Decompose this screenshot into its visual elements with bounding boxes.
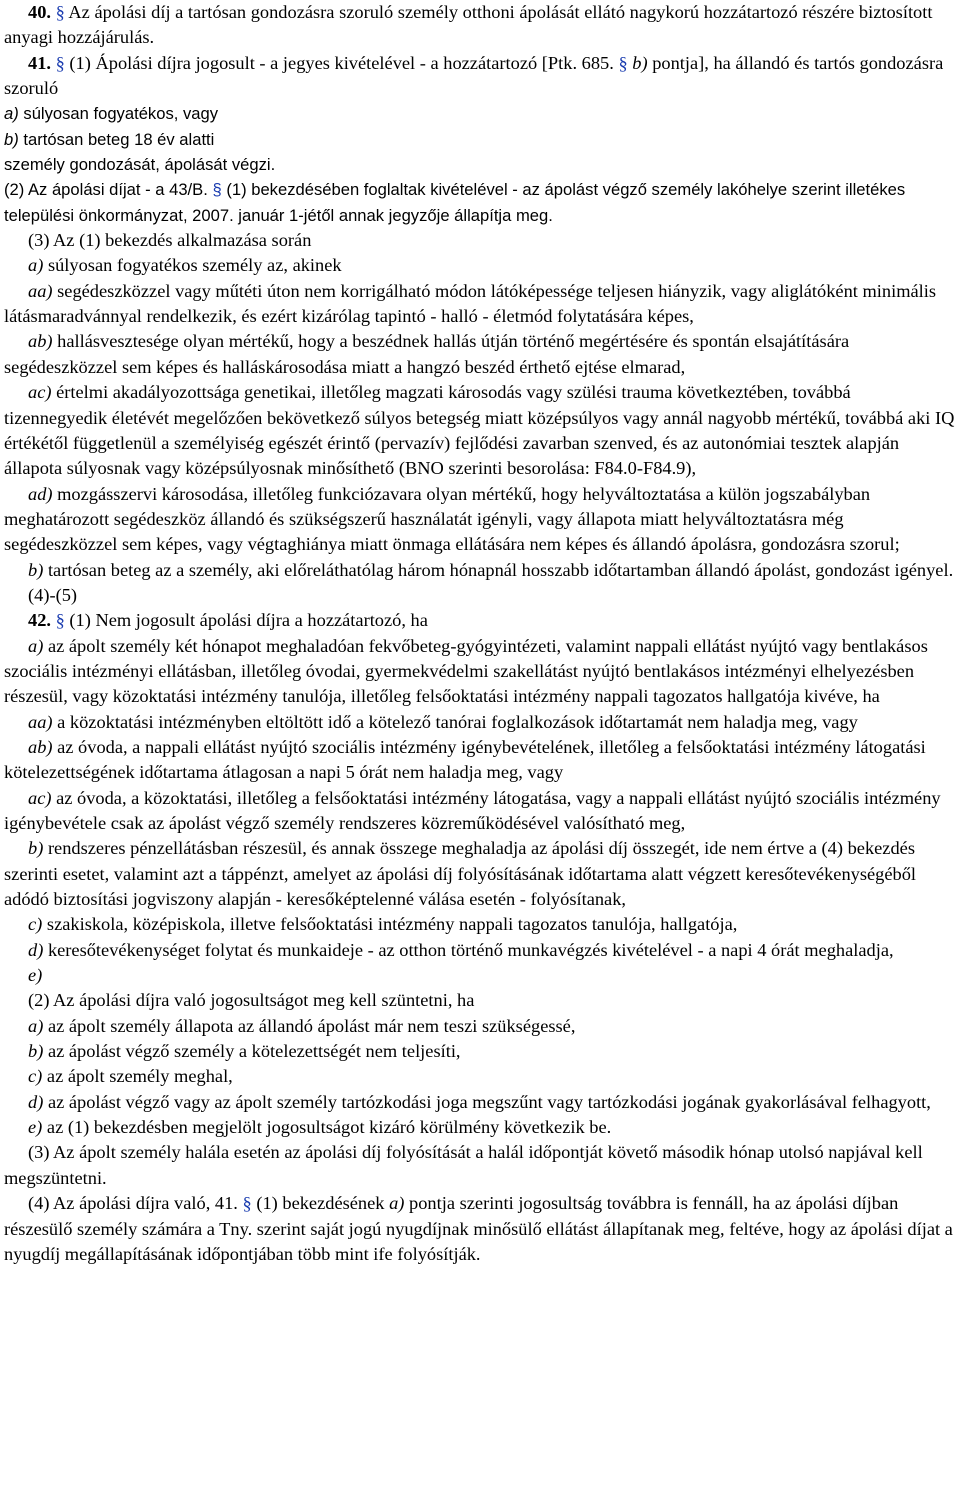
point-a	[4, 1014, 956, 1039]
point-label: c)	[28, 1066, 43, 1087]
section-40	[4, 0, 956, 51]
point-b	[4, 127, 956, 152]
point-text: a közoktatási intézményben eltöltött idő a kötelező tanórai foglalkozások időtartamát nem haladja meg, vagy	[57, 711, 858, 732]
point-a	[4, 253, 956, 278]
section-sign: §	[618, 52, 628, 73]
point-text: az ápolt személy két hónapot meghaladóan fekvőbeteg-gyógyintézeti, valamint nappali ellátást nyújtó vagy bentlakásos szociális intézményi ellátásban, illetőleg óvodai, gyermekvédelmi szakellátást nyújtó bentlakásos intézményi elhelyezésben részesül, vagy közoktatási intézmény tanulója, illetőleg felsőoktatási intézmény nappali tagozatos hallgatója kivéve, ha	[4, 635, 928, 707]
point-b	[4, 1039, 956, 1064]
point-label: ac)	[28, 382, 52, 403]
point-text: súlyosan fogyatékos, vagy	[23, 104, 219, 124]
point-label: d)	[28, 939, 44, 960]
point-text: súlyosan fogyatékos személy az, akinek	[47, 255, 342, 276]
para-text: pontja szerinti jogosultság továbbra is fennáll, ha az ápolási díjban részesülő személy számára a Tny. szerint saját jogú nyugdíjnak minősülő ellátást állapítanak meg, feltéve, hogy az ápolási díjat a nyugdíj megállapításának időpontjában több mint ife folyósítják.	[4, 1193, 953, 1264]
section-number: 42.	[28, 610, 51, 631]
point-text: tartósan beteg az a személy, aki előreláthatólag három hónapnál hosszabb időtartamban állandó ápolást, gondozást igényel.	[47, 559, 954, 580]
para-text: (1) bekezdésében foglaltak kivételével - az ápolást végző személy lakóhelye szerint illetékes települési önkormányzat, 2007. január 1-jétől annak jegyzője állapítja meg.	[4, 180, 906, 225]
point-label: e)	[28, 965, 43, 986]
point-aa	[4, 710, 956, 735]
point-d	[4, 938, 956, 963]
section-42-para-3: (3) Az ápolt személy halála esetén az ápolási díj folyósítását a halál időpontját követő második hónap utolsó napjával kell megszüntetni.	[4, 1142, 923, 1188]
section-sign: §	[55, 610, 65, 631]
section-sign: §	[242, 1193, 252, 1214]
point-text: hallásvesztesége olyan mértékű, hogy a beszédnek hallás útján történő megértésére és spontán elsajátítására segédeszközzel sem képes és halláskárosodása miatt a hangzó beszéd érthető ejtése elmarad,	[4, 331, 850, 377]
section-sign: §	[55, 52, 65, 73]
section-42-para-1	[4, 608, 956, 633]
section-41-para-4-5: (4)-(5)	[28, 584, 78, 605]
point-text: szakiskola, középiskola, illetve felsőoktatási intézmény nappali tagozatos tanulója, hallgatója,	[46, 914, 738, 935]
section-41-para-2	[4, 177, 956, 228]
point-label: a)	[389, 1193, 405, 1214]
point-label: ab)	[28, 331, 53, 352]
point-label: ac)	[28, 787, 52, 808]
point-ab	[4, 329, 956, 380]
section-42-para-2: (2) Az ápolási díjra való jogosultságot meg kell szüntetni, ha	[28, 990, 475, 1011]
point-text: tartósan beteg 18 év alatti	[23, 129, 215, 149]
para-tail: személy gondozását, ápolását végzi.	[4, 155, 276, 175]
point-text: keresőtevékenységet folytat és munkaideje - az otthon történő munkavégzés kivételével - a napi 4 órát meghaladja,	[47, 939, 894, 960]
point-label: a)	[28, 1015, 44, 1036]
para-text: (2) Az ápolási díjat - a 43/B.	[4, 180, 208, 200]
point-text: az óvoda, a közoktatási, illetőleg a felsőoktatási intézmény látogatása, vagy a nappali ellátást nyújtó szociális intézmény igénybevétele csak az ápolást végző személy rendszeres közreműködésével valósítható meg,	[4, 787, 941, 833]
point-label: a)	[28, 255, 44, 276]
point-ab	[4, 735, 956, 786]
point-text: az (1) bekezdésben megjelölt jogosultságot kizáró körülmény következik be.	[46, 1117, 612, 1138]
point-text: értelmi akadályozottsága genetikai, illetőleg magzati károsodás vagy szülési trauma következtében, továbbá tizennegyedik életévét megelőzően bekövetkező súlyos betegség miatt középsúlyos vagy annál nagyobb mértékű, továbbá aki IQ értékétől függetlenül a személyiség egészét érintő (pervazív) fejlődési zavarban szenved, és az autonómiai tesztek alapján állapota súlyosnak vagy középsúlyosnak minősíthető (BNO szerinti besorolása: F84.0-F84.9),	[4, 382, 955, 479]
point-text: rendszeres pénzellátásban részesül, és annak összege meghaladja az ápolási díj összegét, ide nem értve a (4) bekezdés szerinti esetet, valamint azt a táppénzt, amelyet az ápolási díj folyósításának időtartama alatt végzett keresőtevékenységéből adódó biztosítási jogviszony alapján - keresőképtelenné válása esetén - folyósítanak,	[4, 838, 917, 910]
point-c	[4, 1064, 956, 1089]
section-text: Az ápolási díj a tartósan gondozásra szoruló személy otthoni ápolását ellátó nagykorú hozzátartozó részére biztosított anyagi hozzájárulás.	[4, 2, 933, 48]
point-text: az ápolt személy meghal,	[46, 1066, 233, 1087]
point-text: az ápolást végző személy a kötelezettségét nem teljesíti,	[47, 1041, 461, 1062]
point-text: az ápolt személy állapota az állandó ápolást már nem teszi szükségessé,	[47, 1015, 576, 1036]
point-text: az óvoda, a nappali ellátást nyújtó szociális intézmény igénybevételének, illetőleg a felsőoktatási intézmény látogatási kötelezettségének időtartama átlagosan a napi 5 órát nem haladja meg, vagy	[4, 736, 926, 783]
point-aa	[4, 279, 956, 330]
point-ac	[4, 380, 956, 481]
point-label: a)	[28, 635, 44, 656]
point-text: segédeszközzel vagy műtéti úton nem korrigálható módon látóképessége teljesen hiányzik, vagy aliglátóként minimális látásmaradvánnyal rendelkezik, és ezért kizárólag tapintó - halló - életmód folytatására képes,	[4, 280, 937, 327]
point-label: ab)	[28, 736, 53, 757]
point-ad	[4, 482, 956, 558]
point-c	[4, 912, 956, 937]
section-sign: §	[212, 180, 222, 200]
point-a	[4, 101, 956, 126]
point-label: b)	[4, 129, 19, 149]
point-label: ad)	[28, 483, 53, 504]
point-d	[4, 1090, 956, 1115]
point-a	[4, 634, 956, 710]
section-41-para-3: (3) Az (1) bekezdés alkalmazása során	[28, 230, 312, 251]
point-text: mozgásszervi károsodása, illetőleg funkciózavara olyan mértékű, hogy helyváltoztatása a külön jogszabályban meghatározott segédeszköz állandó és szükségszerű használatát igényli, vagy állapota miatt helyváltoztatásra még segédeszközzel sem képes, vagy végtaghiánya miatt önmaga ellátására nem képes és állandó ápolásra, gondozásra szorul;	[4, 483, 900, 555]
point-label: b)	[28, 1041, 44, 1062]
section-42-para-4	[4, 1191, 956, 1267]
point-label: b)	[632, 52, 648, 73]
para-text: (4) Az ápolási díjra való, 41.	[28, 1193, 238, 1214]
point-label: aa)	[28, 280, 53, 301]
para-text: pontja], ha állandó és tartós gondozásra szoruló	[4, 52, 944, 99]
para-text: (1) Nem jogosult ápolási díjra a hozzátartozó, ha	[69, 610, 428, 631]
para-text: (1) Ápolási díjra jogosult - a jegyes kivételével - a hozzátartozó [Ptk. 685.	[69, 52, 614, 73]
section-sign: §	[55, 2, 65, 22]
point-label: b)	[28, 838, 44, 859]
point-e	[4, 1115, 956, 1140]
section-number: 40.	[28, 2, 51, 22]
point-label: a)	[4, 104, 19, 124]
point-e	[4, 963, 956, 988]
point-label: d)	[28, 1091, 44, 1112]
point-label: b)	[28, 559, 44, 580]
point-b	[4, 836, 956, 912]
section-number: 41.	[28, 52, 51, 73]
section-41-para-1	[4, 51, 956, 102]
point-text: az ápolást végző vagy az ápolt személy tartózkodási joga megszűnt vagy tartózkodási jogának gyakorlásával felhagyott,	[47, 1091, 931, 1112]
point-label: e)	[28, 1117, 43, 1138]
para-text: (1) bekezdésének	[256, 1193, 385, 1214]
point-b	[4, 558, 956, 583]
point-ac	[4, 786, 956, 837]
point-label: aa)	[28, 711, 53, 732]
point-label: c)	[28, 914, 43, 935]
